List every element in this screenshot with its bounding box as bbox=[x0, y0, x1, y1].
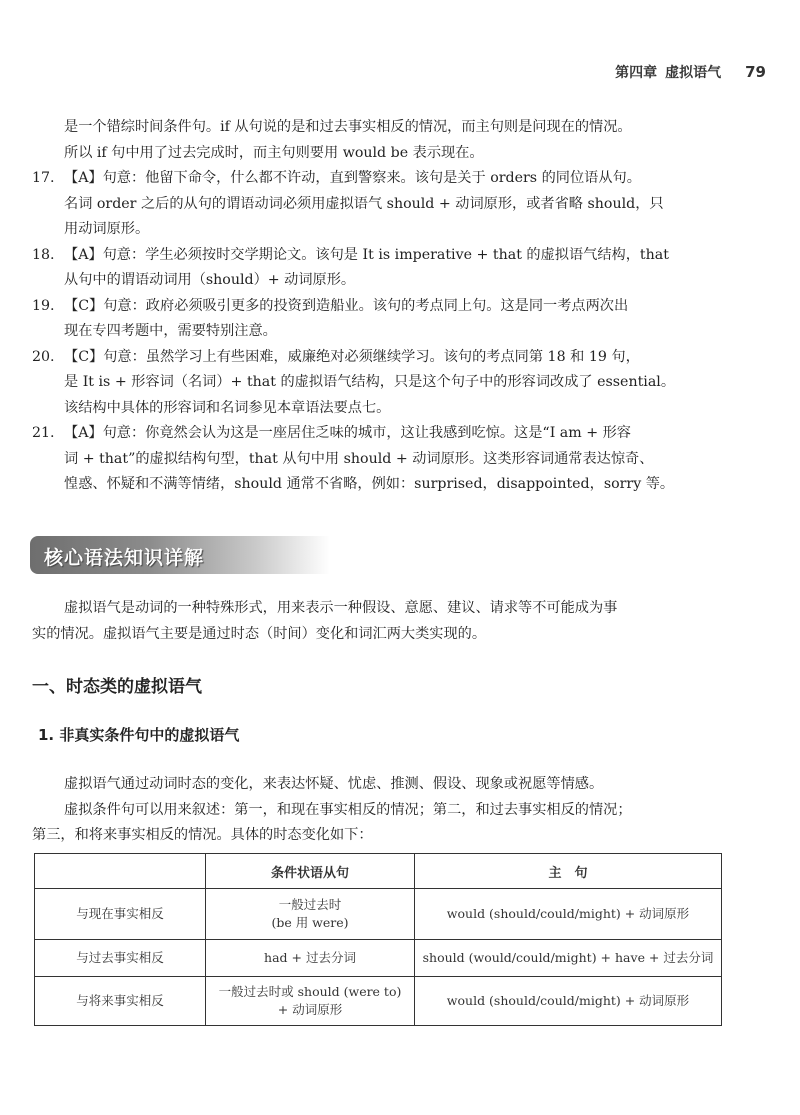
item-line: 是 It is + 形容词（名词）+ that 的虚拟语气结构，只是这个句子中的形容词改成了 essential。 bbox=[64, 374, 676, 390]
item-line: 【A】句意：他留下命令，什么都不许动，直到警察来。该句是关于 orders 的同位语从句。 bbox=[64, 170, 641, 186]
body-line: 虚拟语气通过动词时态的变化，来表达怀疑、忧虑、推测、假设、现象或祝愿等情感。 bbox=[64, 776, 604, 792]
item-line: 用动词原形。 bbox=[64, 221, 150, 237]
intro-line: 虚拟语气是动词的一种特殊形式，用来表示一种假设、意愿、建议、请求等不可能成为事 bbox=[64, 600, 618, 616]
tense-table bbox=[34, 853, 722, 1026]
item-number: 20. bbox=[32, 348, 55, 365]
item-line: 词 + that”的虚拟结构句型，that 从句中用 should + 动词原形。这类形容词通常表达惊奇、 bbox=[64, 450, 654, 467]
item-line: 名词 order 之后的从句的谓语动词必须用虚拟语气 should + 动词原形，或者省略 should，只 bbox=[64, 195, 664, 212]
running-header bbox=[615, 62, 766, 82]
table-cell: 一般过去时 (be 用 were) bbox=[206, 889, 415, 940]
answer-item-17 bbox=[32, 166, 766, 243]
continuation-line: 是一个错综时间条件句。if 从句说的是和过去事实相反的情况，而主句则是问现在的情况。 bbox=[64, 119, 632, 135]
item-line: 【A】句意：学生必须按时交学期论文。该句是 It is imperative + that 的虚拟语气结构，that bbox=[64, 246, 669, 263]
body-line: 虚拟条件句可以用来叙述：第一，和现在事实相反的情况；第二，和过去事实相反的情况； bbox=[64, 801, 632, 818]
item-line: 【A】句意：你竟然会认为这是一座居住乏味的城市，这让我感到吃惊。这是“I am + 形容 bbox=[64, 425, 631, 441]
answer-item-20 bbox=[32, 345, 766, 422]
intro-paragraph bbox=[32, 596, 766, 647]
banner-title: 核心语法知识详解 bbox=[44, 547, 205, 569]
item-number: 21. bbox=[32, 425, 55, 441]
table-row bbox=[35, 889, 722, 940]
item-number: 18. bbox=[32, 246, 55, 263]
table-cell: 一般过去时或 should (were to) + 动词原形 bbox=[206, 977, 415, 1026]
item-line: 惶惑、怀疑和不满等情绪，should 通常不省略，例如：surprised，disappointed，sorry 等。 bbox=[64, 476, 675, 492]
item-line: 现在专四考题中，需要特别注意。 bbox=[64, 323, 277, 339]
table-cell: should (would/could/might) + have + 过去分词 bbox=[415, 940, 722, 977]
table-header-row bbox=[35, 854, 722, 889]
page-number: 79 bbox=[745, 63, 766, 81]
item-line: 该结构中具体的形容词和名词参见本章语法要点七。 bbox=[64, 399, 391, 416]
section-heading: 一、时态类的虚拟语气 bbox=[32, 677, 202, 697]
table-header-cell: 主 句 bbox=[415, 854, 722, 889]
table-row bbox=[35, 940, 722, 977]
body-paragraph bbox=[32, 772, 766, 849]
item-number: 19. bbox=[32, 297, 55, 314]
table-cell: had + 过去分词 bbox=[206, 940, 415, 977]
table-cell: would (should/could/might) + 动词原形 bbox=[415, 889, 722, 940]
table-cell: 与现在事实相反 bbox=[35, 889, 206, 940]
answer-item-21 bbox=[32, 421, 766, 498]
continuation-line: 所以 if 句中用了过去完成时，而主句则要用 would be 表示现在。 bbox=[64, 144, 484, 161]
answer-explanations bbox=[32, 115, 766, 498]
answer-item-18 bbox=[32, 243, 766, 294]
table-header-cell bbox=[35, 854, 206, 889]
chapter-title: 虚拟语气 bbox=[665, 65, 722, 81]
table-cell: would (should/could/might) + 动词原形 bbox=[415, 977, 722, 1026]
item-line: 【C】句意：政府必须吸引更多的投资到造船业。该句的考点同上句。这是同一考点两次出 bbox=[64, 297, 629, 314]
table-cell: 与过去事实相反 bbox=[35, 940, 206, 977]
body-line: 第三，和将来事实相反的情况。具体的时态变化如下： bbox=[32, 827, 373, 843]
table-cell: 与将来事实相反 bbox=[35, 977, 206, 1026]
section-banner bbox=[30, 536, 330, 574]
table-header-cell: 条件状语从句 bbox=[206, 854, 415, 889]
item-number: 17. bbox=[32, 170, 55, 186]
answer-item-19 bbox=[32, 294, 766, 345]
intro-line: 实的情况。虚拟语气主要是通过时态（时间）变化和词汇两大类实现的。 bbox=[32, 625, 487, 642]
subsection-heading: 1. 非真实条件句中的虚拟语气 bbox=[38, 726, 240, 744]
chapter-label: 第四章 bbox=[615, 65, 658, 81]
item-line: 从句中的谓语动词用（should）+ 动词原形。 bbox=[64, 272, 356, 288]
table-row bbox=[35, 977, 722, 1026]
item-line: 【C】句意：虽然学习上有些困难，威廉绝对必须继续学习。该句的考点同第 18 和 19 句， bbox=[64, 348, 640, 365]
